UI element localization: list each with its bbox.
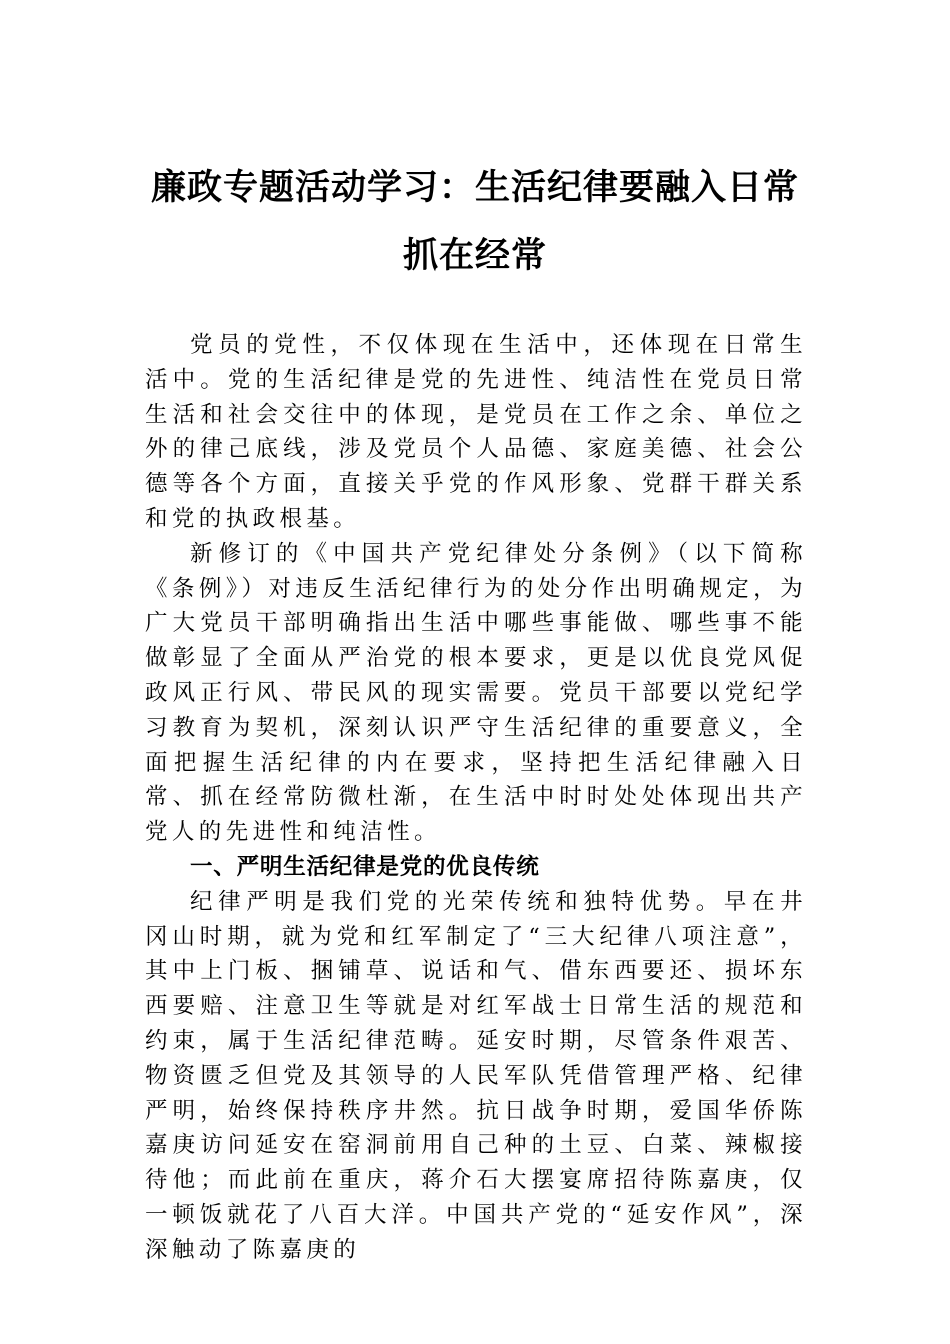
document-body [145,328,807,1268]
paragraph-1: 党员的党性，不仅体现在生活中，还体现在日常生活中。党的生活纪律是党的先进性、纯洁性在党员日常生活和社会交往中的体现，是党员在工作之余、单位之外的律己底线，涉及党员个人品德、家庭美德、社会公德等各个方面，直接关乎党的作风形象、党群干群关系和党的执政根基。 [145,332,807,532]
paragraph-2: 新修订的《中国共产党纪律处分条例》（以下简称《条例》）对违反生活纪律行为的处分作出明确规定，为广大党员干部明确指出生活中哪些事能做、哪些事不能做彰显了全面从严治党的根本要求，更是以优良党风促政风正行风、带民风的现实需要。党员干部要以党纪学习教育为契机，深刻认识严守生活纪律的重要意义，全面把握生活纪律的内在要求，坚持把生活纪律融入日常、抓在经常防微杜渐，在生活中时时处处体现出共产党人的先进性和纯洁性。 [145,540,807,846]
paragraph-3: 纪律严明是我们党的光荣传统和独特优势。早在井冈山时期，就为党和红军制定了“三大纪律八项注意”，其中上门板、捆铺草、说话和气、借东西要还、损坏东西要赔、注意卫生等就是对红军战士日常生活的规范和约束，属于生活纪律范畴。延安时期，尽管条件艰苦、物资匮乏但党及其领导的人民军队凭借管理严格、纪律严明，始终保持秩序井然。抗日战争时期，爱国华侨陈嘉庚访问延安在窑洞前用自己种的土豆、白菜、辣椒接待他；而此前在重庆，蒋介石大摆宴席招待陈嘉庚，仅一顿饭就花了八百大洋。中国共产党的“延安作风”，深深触动了陈嘉庚的 [145,888,807,1263]
document-title-line-1: 廉政专题活动学习：生活纪律要融入日常 [150,167,799,208]
section-heading-1: 一、严明生活纪律是党的优良传统 [190,853,540,880]
document-title-line-2: 抓在经常 [402,235,547,276]
